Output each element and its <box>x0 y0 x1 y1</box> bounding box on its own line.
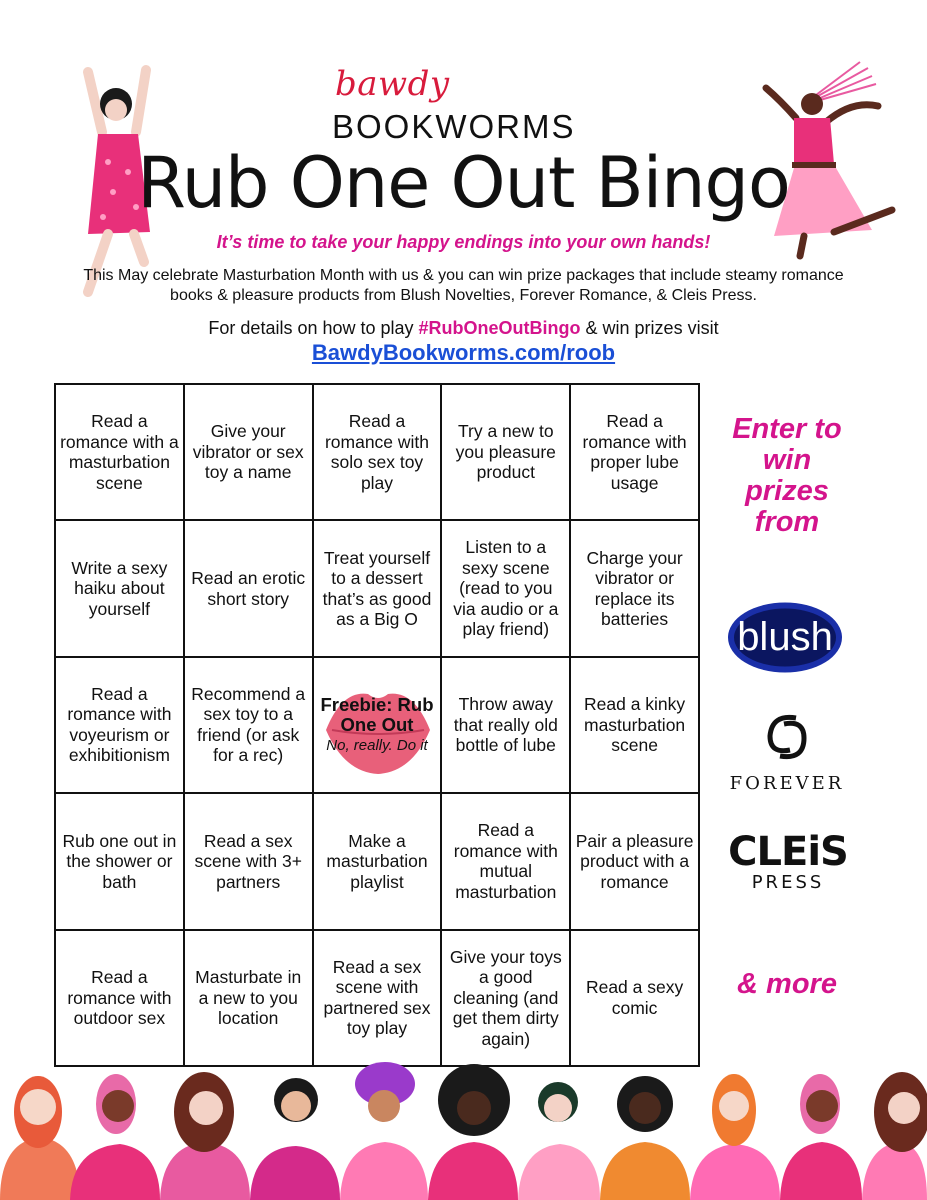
bingo-cell: Masturbate in a new to you location <box>184 930 313 1066</box>
cleis-press-logo <box>726 829 850 893</box>
bingo-cell: Make a masturbation playlist <box>313 793 442 929</box>
intro-text: This May celebrate Masturbation Month with us & you can win prize packages that include steamy romance books & pleasure products from Blush Novelties, Forever Romance, & Cleis Press. <box>83 267 844 304</box>
bingo-cell: Read a romance with outdoor sex <box>55 930 184 1066</box>
bingo-cell: Read a romance with solo sex toy play <box>313 384 442 520</box>
blush-logo <box>726 600 844 675</box>
forever-logo-text: FOREVER <box>729 773 845 794</box>
free-space-cell <box>313 657 442 793</box>
forever-logo <box>726 710 848 794</box>
press-logo-text: PRESS <box>751 872 825 893</box>
bingo-cell: Give your toys a good cleaning (and get them dirty again) <box>441 930 570 1066</box>
bingo-cell: Treat yourself to a dessert that’s as good as a Big O <box>313 520 442 656</box>
bingo-cell: Give your vibrator or sex toy a name <box>184 384 313 520</box>
bingo-cell: Read a sexy comic <box>570 930 699 1066</box>
details-before: For details on how to play <box>208 318 419 338</box>
and-more-text: & more <box>737 968 837 1000</box>
bingo-cell: Read a sex scene with 3+ partners <box>184 793 313 929</box>
bingo-cell: Read a romance with mutual masturbation <box>441 793 570 929</box>
enter-to-win-text: Enter to win prizes from <box>732 413 842 538</box>
brand-logo-wordmark: BOOKWORMS <box>332 108 576 145</box>
details-text <box>0 318 927 339</box>
blush-logo-text: blush <box>737 615 833 659</box>
bingo-cell: Throw away that really old bottle of lube <box>441 657 570 793</box>
forever-logo-mark <box>762 710 812 764</box>
page-title: Rub One Out Bingo <box>137 142 790 224</box>
free-space-title: Freebie: Rub One Out <box>320 694 434 736</box>
free-space-subtitle: No, really. Do it <box>326 737 428 755</box>
bingo-cell: Read a romance with proper lube usage <box>570 384 699 520</box>
details-after: & win prizes visit <box>580 318 719 338</box>
cleis-logo-text: CLEiS <box>728 829 848 875</box>
bingo-cell: Read a romance with voyeurism or exhibitionism <box>55 657 184 793</box>
bingo-cell: Rub one out in the shower or bath <box>55 793 184 929</box>
bingo-cell: Charge your vibrator or replace its batteries <box>570 520 699 656</box>
bingo-cell: Listen to a sexy scene (read to you via audio or a play friend) <box>441 520 570 656</box>
bingo-cell: Write a sexy haiku about yourself <box>55 520 184 656</box>
bingo-cell: Pair a pleasure product with a romance <box>570 793 699 929</box>
bingo-cell: Read a kinky masturbation scene <box>570 657 699 793</box>
bingo-cell: Try a new to you pleasure product <box>441 384 570 520</box>
bingo-cell: Read a romance with a masturbation scene <box>55 384 184 520</box>
tagline: It’s time to take your happy endings into your own hands! <box>216 232 711 252</box>
bingo-cell: Read an erotic short story <box>184 520 313 656</box>
crowd-illustration <box>0 1062 927 1200</box>
bingo-cell: Recommend a sex toy to a friend (or ask for a rec) <box>184 657 313 793</box>
details-link[interactable]: BawdyBookworms.com/roob <box>311 340 616 365</box>
bingo-grid <box>54 383 700 1067</box>
brand-logo-small: bawdy <box>335 64 450 104</box>
hashtag: #RubOneOutBingo <box>418 318 581 338</box>
bingo-cell: Read a sex scene with partnered sex toy play <box>313 930 442 1066</box>
